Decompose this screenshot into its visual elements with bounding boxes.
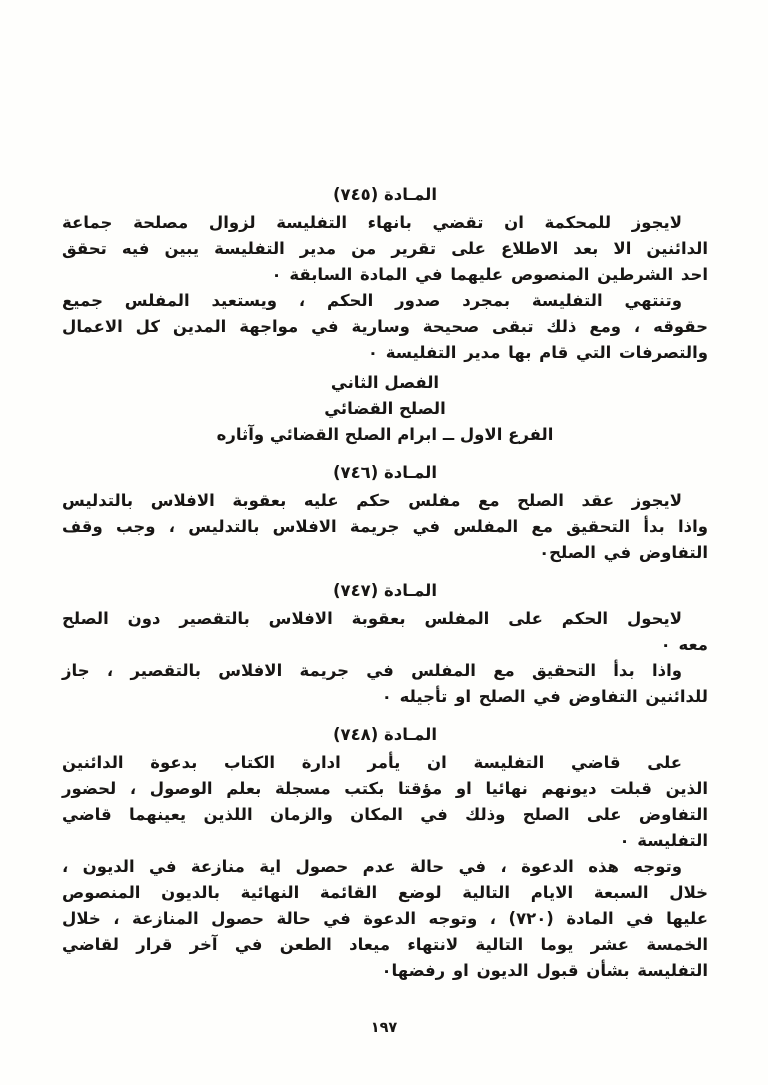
text-line: التفاوض في الصلح٠ (539, 543, 708, 562)
text-line: وتوجه هذه الدعوة ، في حالة عدم حصول اية منازعة في الديون ، (62, 857, 682, 876)
text-line: التفليسة ٠ (619, 831, 708, 850)
article-747-paragraph-1 (62, 606, 708, 658)
text-line: خلال السبعة الايام التالية لوضع القائمة النهائية بالديون المنصوص (62, 883, 708, 902)
text-line: واذا بدأ التحقيق مع المفلس في جريمة الافلاس بالتقصير ، جاز (62, 661, 682, 680)
text-line: الدائنين الا بعد الاطلاع على تقرير من مدير التفليسة يبين فيه تحقق (62, 239, 708, 258)
branch-heading: الفرع الاول ــ ابرام الصلح القضائي وآثاره (216, 425, 554, 444)
text-line: للدائنين التفاوض في الصلح او تأجيله ٠ (381, 687, 708, 706)
article-748-paragraph-1 (62, 750, 708, 854)
article-747-heading: المـادة (٧٤٧) (332, 581, 437, 600)
chapter-heading: الفصل الثاني (330, 373, 440, 392)
chapter-subject-heading: الصلح القضائي (324, 399, 446, 418)
article-745-heading: المـادة (٧٤٥) (332, 185, 437, 204)
page-text-column (62, 182, 708, 984)
text-line: التفليسة بشأن قبول الديون او رفضها٠ (381, 961, 708, 980)
text-line: وتنتهي التفليسة بمجرد صدور الحكم ، ويستعيد المفلس جميع (62, 291, 682, 310)
article-747-paragraph-2 (62, 658, 708, 710)
text-line: احد الشرطين المنصوص عليهما في المادة السابقة ٠ (271, 265, 708, 284)
article-748-paragraph-2 (62, 854, 708, 984)
page-number: ١٩٧ (370, 1020, 398, 1036)
article-745-paragraph-2 (62, 288, 708, 366)
article-745-paragraph-1 (62, 210, 708, 288)
text-line: على قاضي التفليسة ان يأمر ادارة الكتاب بدعوة الدائنين (62, 753, 682, 772)
article-748-heading: المـادة (٧٤٨) (332, 725, 437, 744)
text-line: لايحول الحكم على المفلس بعقوبة الافلاس بالتقصير دون الصلح (62, 609, 682, 628)
text-line: الخمسة عشر يوما التالية لانتهاء ميعاد الطعن في آخر قرار لقاضي (62, 935, 708, 954)
article-746-heading: المـادة (٧٤٦) (332, 463, 437, 482)
text-line: لايجوز للمحكمة ان تقضي بانهاء التفليسة لزوال مصلحة جماعة (62, 213, 682, 232)
text-line: عليها في المادة (٧٢٠) ، وتوجه الدعوة في حالة حصول المنازعة ، خلال (62, 909, 708, 928)
text-line: لايجوز عقد الصلح مع مفلس حكم عليه بعقوبة الافلاس بالتدليس (62, 491, 682, 510)
text-line: والتصرفات التي قام بها مدير التفليسة ٠ (367, 343, 708, 362)
text-line: الذين قبلت ديونهم نهائيا او مؤقتا بكتب مسجلة بعلم الوصول ، لحضور (62, 779, 708, 798)
text-line: حقوقه ، ومع ذلك تبقى صحيحة وسارية في مواجهة المدين كل الاعمال (62, 317, 708, 336)
article-746-paragraph-1 (62, 488, 708, 566)
chapter-heading-block (62, 370, 708, 448)
text-line: التفاوض على الصلح وذلك في المكان والزمان اللذين يعينهما قاضي (62, 805, 708, 824)
text-line: واذا بدأ التحقيق مع المفلس في جريمة الافلاس بالتدليس ، وجب وقف (62, 517, 708, 536)
text-line: معه ٠ (660, 635, 708, 654)
